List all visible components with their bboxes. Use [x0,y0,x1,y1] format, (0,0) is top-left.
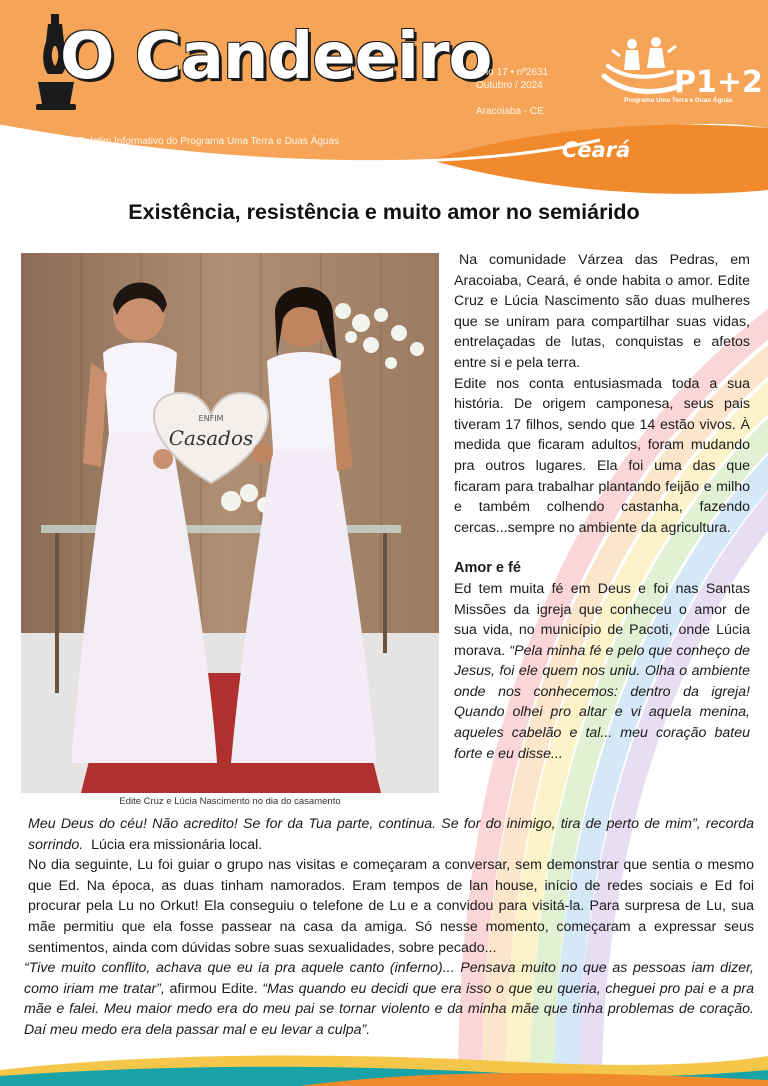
quote-continuation-after: Lúcia era missionária local. [91,836,263,853]
masthead-title: O Candeeiro [60,20,492,94]
article-headline: Existência, resistência e muito amor no semiárido [128,200,640,224]
program-logo-text: P1+2 [674,65,763,100]
issue-info [476,66,548,118]
issue-location: Aracoiaba - CE [476,106,544,117]
program-logo-icon [602,36,763,106]
edite-attribution: afirmou Edite. [169,980,258,997]
photo-sign-top: ENFIM [198,414,224,423]
article-right-column [454,250,750,764]
photo-caption: Edite Cruz e Lúcia Nascimento no dia do casamento [119,796,341,807]
article-paragraph [24,958,754,1040]
issue-number: Ano 17 • nº2631 [476,67,549,78]
issue-date: Outubro / 2024 [476,80,543,91]
program-logo-caption: Programa Uma Terra e Duas Águas [624,97,733,104]
section-title: Amor e fé [454,560,521,577]
article-paragraph: No dia seguinte, Lu foi guiar o grupo nas visitas e começaram a conversar, sem demonstrar que sentia o mesmo que Ed. Na época, as duas tinham namorados. Eram tempos de lan house, início de redes sociais e Ed foi procurar pela Lu no Orkut! Ela conseguiu o telefone de Lu e a convidou para visitá-la. Para surpresa de Lu, sua mãe permitiu que ela fosse passear na casa da amiga. Só nesse momento, começaram a expressar seus sentimentos, ainda com dúvidas sobre suas sexualidades, sobre pecado... [28,857,754,956]
edite-quote-2: “Mas quando eu decidi que era isso o que eu queria, cheguei pro pai e a pra mãe e falei. Meu maior medo era do meu pai se tornar violento e da minha mãe que tinha problemas de coração. Daí meu medo era dela passar mal e eu levar a culpa”. [24,980,754,1038]
section-text: Ed tem muita fé em Deus e foi nas Santas Missões da igreja que conheceu o amor de sua vida, no município de Pacoti, onde Lúcia morava. [454,580,750,659]
article-paragraph [454,579,750,764]
article-full-width [24,814,754,1041]
article-paragraph [24,814,754,855]
wedding-photo-illustration [21,253,439,793]
article-paragraph: Na comunidade Várzea das Pedras, em Aracoiaba, Ceará, é onde habita o amor. Edite Cruz e Lúcia Nascimento são duas mulheres que se uniram para compartilhar suas vidas, entrelaçadas de lutas, conquistas e afetos entre si e pela terra. [454,252,750,371]
header-tagline: Boletim Informativo do Programa Uma Terra e Duas Águas [78,136,340,147]
footer-waves [0,1040,768,1086]
region-label: Ceará [562,138,631,162]
section-quote: “Pela minha fé e pelo que conheço de Jesus, foi ele quem nos uniu. Olha o ambiente onde nos conhecemos: dentro da igreja! Quando olhei pro altar e vi aquela menina, aqueles cabelão e tal... meu coração bateu forte e eu disse... [454,642,750,762]
photo-sign-main: Casados [168,426,254,450]
quote-continuation: Meu Deus do céu! Não acredito! Se for da Tua parte, continua. Se for do inimigo, tira de perto de mim”, recorda sorrindo. [28,816,754,853]
wedding-photo [21,253,439,793]
edite-quote-1: “Tive muito conflito, achava que eu ia pra aquele canto (inferno)... Pensava muito no que as pessoas iam dizer, como iriam me tratar”, [24,960,754,997]
article-paragraph: Edite nos conta entusiasmada toda a sua história. De origem camponesa, seus pais tiveram 17 filhos, sendo que 14 estão vivos. À medida que ficaram adultos, foram mudando pra outros lugares. Ela foi uma das que ficaram para trabalhar plantando feijão e milho e também colhendo castanha, fazendo cercas...sempre no ambiente da agricultura. [454,375,750,536]
